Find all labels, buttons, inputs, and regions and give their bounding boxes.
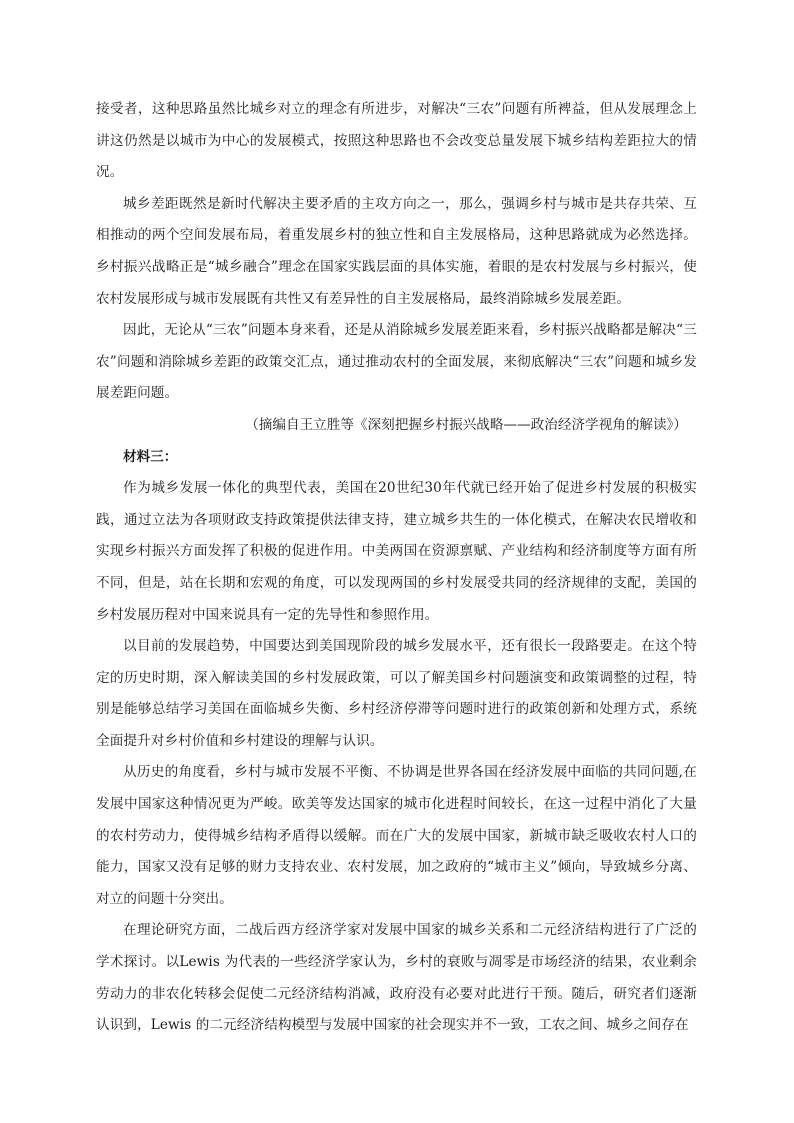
paragraph-us-model: 作为城乡发展一体化的典型代表，美国在20世纪30年代就已经开始了促进乡村发展的积极实践，通过立法为各项财政支持政策提供法律支持，建立城乡共生的一体化模式，在解决农民增收和实现乡村振兴方面发挥了积极的促进作用。中美两国在资源禀赋、产业结构和经济制度等方面有所不同，但是，站在长期和宏观的角度，可以发现两国的乡村发展受共同的经济规律的支配，美国的乡村发展历程对中国来说具有一定的先导性和参照作用。 bbox=[96, 480, 697, 623]
paragraph-conclusion: 因此，无论从“三农”问题本身来看，还是从消除城乡发展差距来看，乡村振兴战略都是解决“三农”问题和消除城乡差距的政策交汇点，通过推动农村的全面发展，来彻底解决“三农”问题和城乡发展差距问题。 bbox=[96, 322, 697, 402]
source-citation: （摘编自王立胜等《深刻把握乡村振兴战略——政治经济学视角的解读》） bbox=[245, 416, 687, 433]
document-page bbox=[96, 94, 697, 1042]
paragraph-continuation: 接受者，这种思路虽然比城乡对立的理念有所进步，对解决“三农”问题有所裨益，但从发展理念上讲这仍然是以城市为中心的发展模式，按照这种思路也不会改变总量发展下城乡结构差距拉大的情况。 bbox=[96, 101, 697, 181]
section-heading-material-three: 材料三： bbox=[123, 448, 178, 465]
paragraph-historical-view: 从历史的角度看，乡村与城市发展不平衡、不协调是世界各国在经济发展中面临的共同问题,在发展中国家这种情况更为严峻。欧美等发达国家的城市化进程时间较长，在这一过程中消化了大量的农村劳动力，使得城乡结构矛盾得以缓解。而在广大的发展中国家，新城市缺乏吸收农村人口的能力，国家又没有足够的财力支持农业、农村发展，加之政府的“城市主义”倾向，导致城乡分离、对立的问题十分突出。 bbox=[96, 764, 697, 907]
paragraph-theory-research: 在理论研究方面，二战后西方经济学家对发展中国家的城乡关系和二元经济结构进行了广泛的学术探讨。以Lewis 为代表的一些经济学家认为，乡村的衰败与凋零是市场经济的结果，农业剩余劳动力的非农化转移会促使二元经济结构消减，政府没有必要对此进行干预。随后，研究者们逐渐认识到，Lewis 的二元经济结构模型与发展中国家的社会现实并不一致，工农之间、城乡之间存在 bbox=[96, 922, 697, 1034]
paragraph-development-trend: 以目前的发展趋势，中国要达到美国现阶段的城乡发展水平，还有很长一段路要走。在这个特定的历史时期，深入解读美国的乡村发展政策，可以了解美国乡村问题演变和政策调整的过程，特别是能够总结学习美国在面临城乡失衡、乡村经济停滞等问题时进行的政策创新和处理方式，系统全面提升对乡村价值和乡村建设的理解与认识。 bbox=[96, 638, 697, 749]
paragraph-urban-rural-gap: 城乡差距既然是新时代解决主要矛盾的主攻方向之一，那么，强调乡村与城市是共存共荣、互相推动的两个空间发展布局，着重发展乡村的独立性和自主发展格局，这种思路就成为必然选择。乡村振兴战略正是“城乡融合”理念在国家实践层面的具体实施，着眼的是农村发展与乡村振兴，使农村发展形成与城市发展既有共性又有差异性的自主发展格局，最终消除城乡发展差距。 bbox=[96, 195, 697, 307]
